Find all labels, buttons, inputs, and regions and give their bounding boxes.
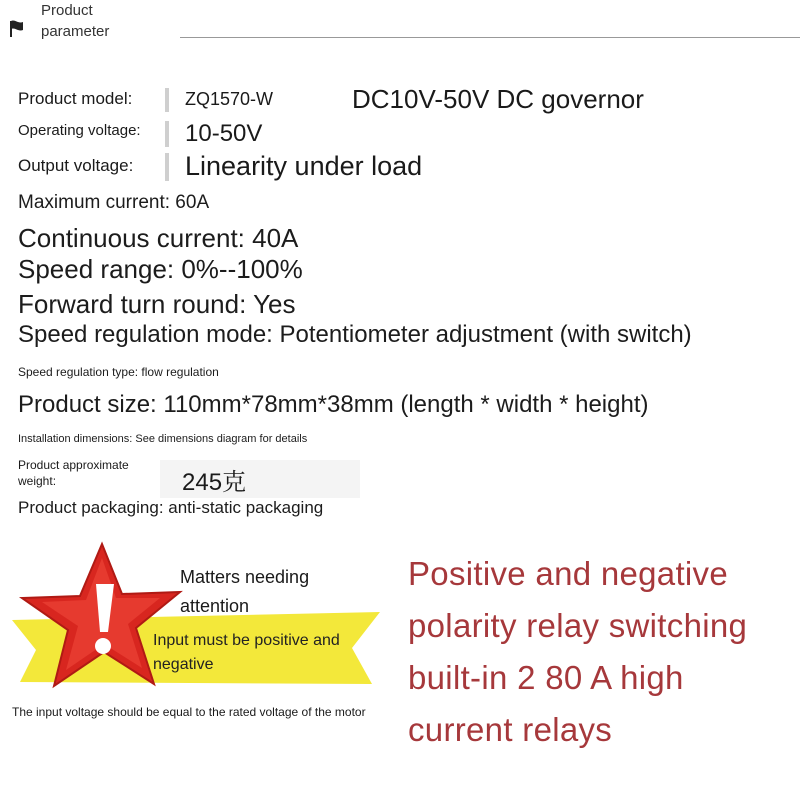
- relay-description: Positive and negative polarity relay switching built-in 2 80 A high current relays: [408, 555, 748, 748]
- maximum-current: Maximum current: 60A: [18, 192, 210, 213]
- operating-voltage-value: 10-50V: [185, 120, 263, 147]
- output-voltage-label: Output voltage:: [18, 156, 134, 175]
- continuous-current: Continuous current: 40A: [18, 223, 299, 253]
- section-title: Product parameter: [41, 2, 110, 40]
- label-separator: [165, 88, 169, 112]
- label-separator: [165, 121, 169, 147]
- section-header: [0, 0, 800, 50]
- operating-voltage-label: Operating voltage:: [18, 122, 141, 139]
- label-separator: [165, 153, 169, 181]
- product-packaging: Product packaging: anti-static packaging: [18, 498, 324, 517]
- header-divider: [180, 37, 800, 38]
- weight-label: Product approximate weight:: [18, 458, 129, 488]
- output-voltage-value: Linearity under load: [185, 151, 423, 181]
- speed-regulation-mode: Speed regulation mode: Potentiometer adjustment (with switch): [18, 321, 692, 348]
- notice-highlight: Input must be positive and negative: [153, 632, 340, 673]
- flag-icon: [8, 20, 24, 38]
- product-size: Product size: 110mm*78mm*38mm (length * width * height): [18, 391, 649, 418]
- product-model-description: DC10V-50V DC governor: [352, 84, 644, 114]
- installation-dimensions: Installation dimensions: See dimensions diagram for details: [18, 433, 308, 445]
- forward-turn: Forward turn round: Yes: [18, 289, 296, 319]
- notice-title: Matters needing attention: [180, 567, 310, 616]
- product-model-value: ZQ1570-W: [185, 89, 274, 109]
- product-model-label: Product model:: [18, 89, 133, 108]
- speed-range: Speed range: 0%--100%: [18, 254, 303, 284]
- voltage-note: The input voltage should be equal to the rated voltage of the motor: [12, 705, 366, 719]
- weight-value: 245克: [182, 469, 247, 496]
- speed-regulation-type: Speed regulation type: flow regulation: [18, 365, 219, 379]
